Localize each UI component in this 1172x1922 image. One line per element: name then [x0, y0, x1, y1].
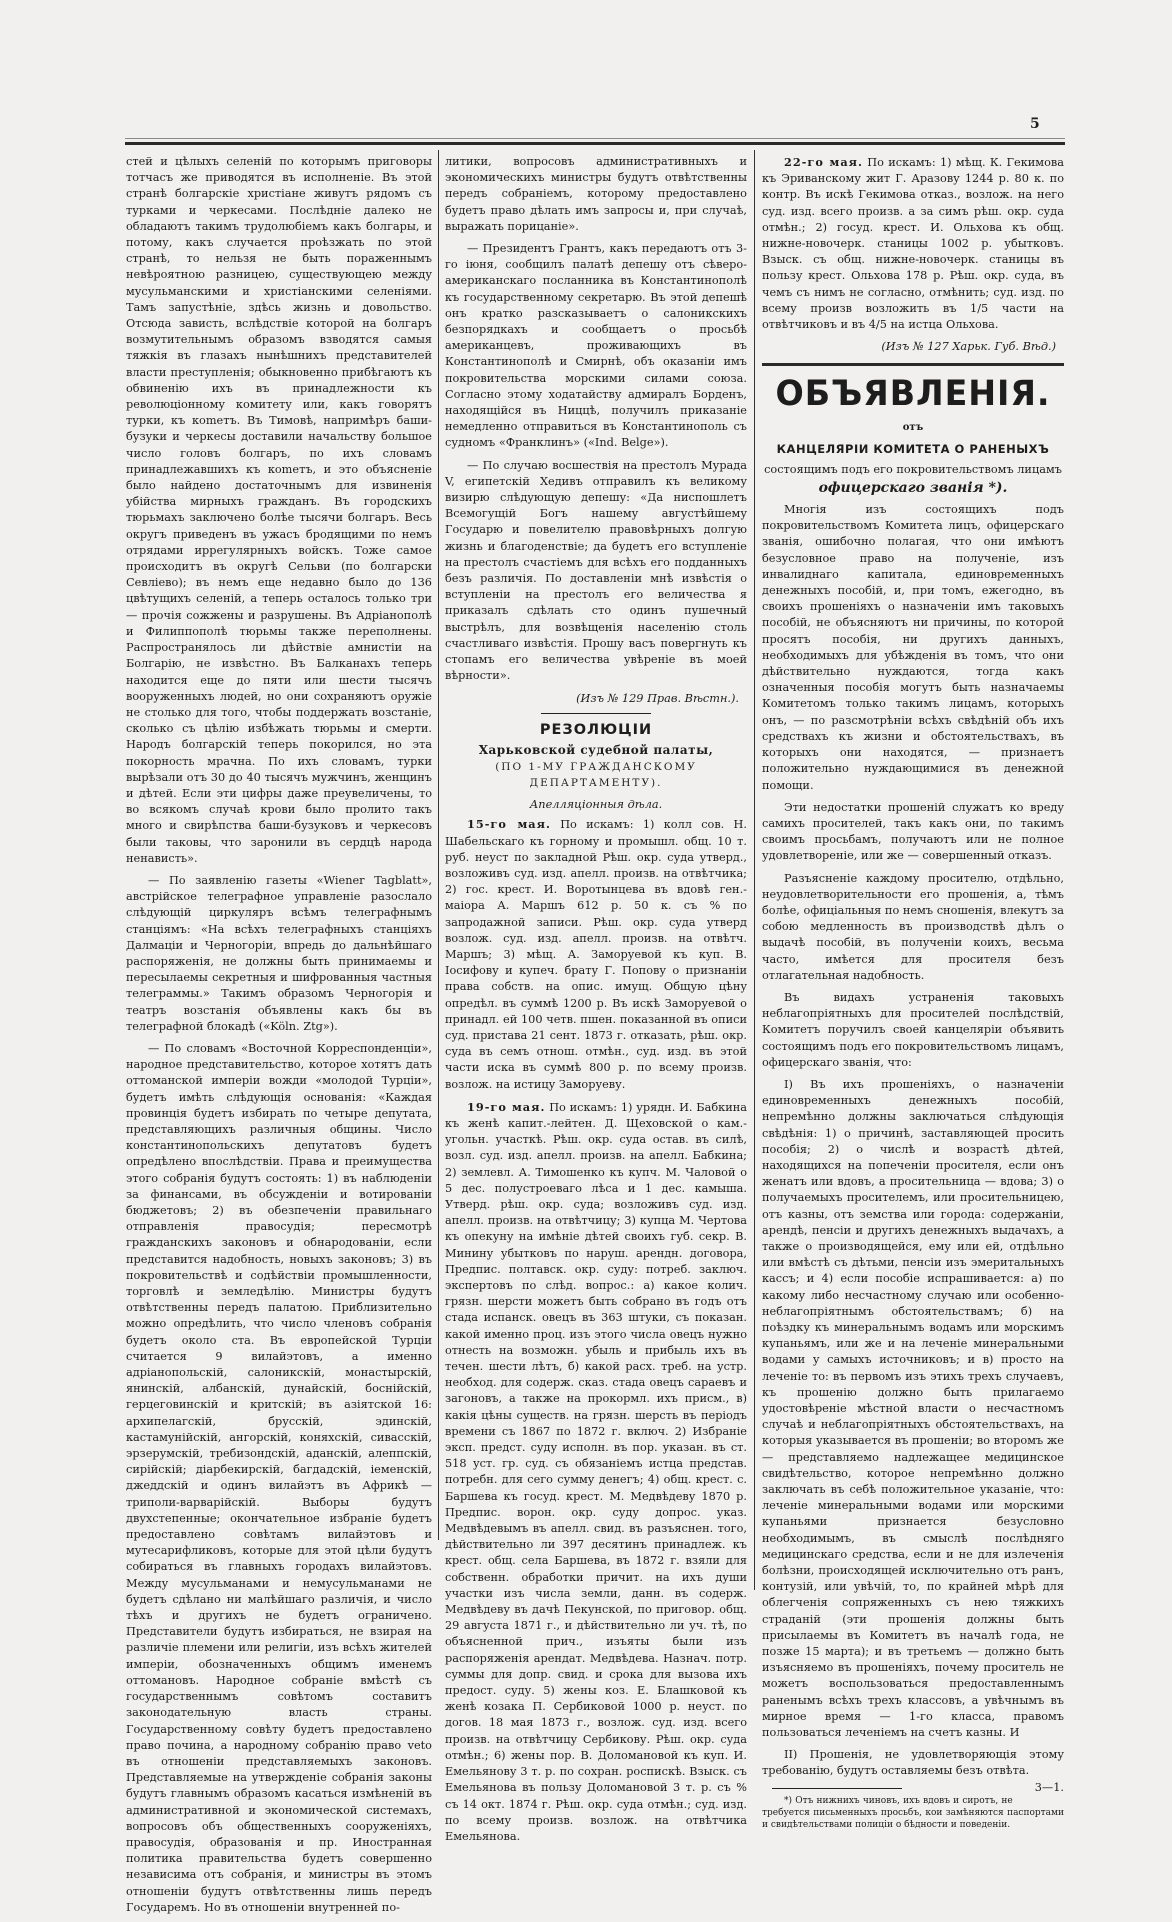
announcement-paragraph: I) Въ ихъ прошеніяхъ, о назначеніи единовременныхъ денежныхъ пособій, непремѣнно должны заключаться слѣдующія свѣдѣнія: 1) о причинѣ, заставляющей просить пособія; 2) о числѣ и возрастѣ дѣтей, находящихся на попеченіи просителя, если онъ женатъ или вдовъ, а просительница — вдова; 3) о получаемыхъ просителемъ, или просительницею, отъ казны, отъ земства или города: содержаніи, арендѣ, пенсіи и другихъ денежныхъ выдачахъ, а также о производящейся, ему или ей, отдѣльно или вмѣстѣ съ дѣтьми, пенсіи изъ эмеритальныхъ кассъ; и 4) если пособіе испрашивается: а) по какому либо несчастному случаю или особенно-неблагопріятнымъ обстоятельствамъ; б) на поѣздку къ минеральнымъ водамъ или морскимъ купаньямъ, или же и на леченіе минеральными водами у самыхъ источниковъ; и в) просто на леченіе то: въ первомъ изъ этихъ трехъ случаевъ, къ прошенію должно быть прилагаемо удостовѣреніе мѣстной власти о несчастномъ случаѣ и неблагопріятныхъ обстоятельствахъ, на которыя указывается въ прошеніи; во второмъ же — представляемо надлежащее медицинское свидѣтельство, которое непремѣнно должно заключать въ себѣ положительное указаніе, что: леченіе минеральными водами или морскими купаньями признается безусловно необходимымъ, въ смыслѣ послѣдняго медицинскаго средства, если и не для излеченія болѣзни, происходящей исключительно отъ ранъ, контузій, или увѣчій, то, по крайней мѣрѣ для облегченія сопряженныхъ съ нею тяжкихъ страданій (эти прошенія должны быть присылаемы въ Комитетъ въ началѣ года, не позже 15 марта); и въ третьемъ — должно быть изъясняемо въ прошеніяхъ, почему проситель не можетъ воспользоваться предоставленнымъ раненымъ всѣхъ трехъ классовъ, а увѣчнымъ въ мирное время — 1-го класса, правомъ пользоваться леченіемъ на счетъ казны. И	[762, 1077, 1064, 1740]
resolutions-subtitle: Харьковской судебной палаты,	[478, 742, 714, 757]
entry-text: По искамъ: 1) колл сов. Н. Шабельскаго къ горному и промышл. общ. 10 т. руб. неуст по закладной Рѣш. окр. суда утверд., возложивъ суд. изд. апелл. произв. на отвѣтчика; 2) гос. крест. И. Воротынцева въ вдовѣ ген.-маіора А. Маршъ 612 р. 50 к. съ % по запродажной записи. Рѣш. окр. суда утверд возлож. суд. изд. апелл. произв. на отвѣтч. Маршъ; 3) мѣщ. А. Заморуевой къ куп. В. Іосифову и купеч. брату Г. Попову о признаніи права собств. на опис. имущ. Общую цѣну опредѣл. въ суммѣ 1200 р. Въ искѣ Заморуевой о принадл. ей 100 четв. пшен. показанной въ описи суд. пристава 21 сент. 1873 г. отказать, рѣш. окр. суда въ семъ отнош. отмѣн., суд. изд. въ этой части иска въ суммѣ 800 р. по всему произв. возлож. на истицу Заморуеву.	[445, 818, 747, 1091]
column-divider	[754, 150, 755, 1590]
entry-text: По искамъ: 1) мѣщ. К. Гекимова къ Эриванскому жит Г. Аразову 1244 р. 80 к. по контр. Въ искѣ Гекимова отказ., возлож. на него суд. изд. всего произв. а за симъ рѣш. окр. суда отмѣн.; 2) госуд. крест. И. Ольхова къ общ. нижне-новочерк. станицы 1002 р. убытковъ. Взыск. съ общ. нижне-новочерк. станицы въ пользу крест. Ольхова 178 р. Рѣш. окр. суда, въ чемъ съ нимъ не согласно, отмѣнить; суд. изд. по всему произв возложить въ 1/5 части на отвѣтчиковъ и въ 4/5 на истца Ольхова.	[762, 156, 1064, 332]
column-3	[762, 154, 1064, 1831]
section-divider	[541, 713, 651, 714]
department-label: (ПО 1-МУ ГРАЖДАНСКОМУ ДЕПАРТАМЕНТУ).	[495, 760, 697, 789]
article-paragraph: — По словамъ «Восточной Корреспонденціи», народное представительство, которое хотятъ дать оттоманской имперіи вожди «молодой Турціи», будетъ имѣть слѣдующія основанія: «Каждая провинція будетъ избирать по четыре депутата, представляющихъ различныя общины. Число константинопольскихъ депутатовъ будетъ опредѣлено впослѣдствіи. Права и преимущества этого собранія будутъ состоять: 1) въ наблюденіи за финансами, въ обсужденіи и вотированіи бюджетовъ; 2) въ обезпеченіи правильнаго отправленія правосудія; пересмотрѣ гражданскихъ законовъ и обнародованіи, если представится надобность, новыхъ законовъ; 3) въ покровительствѣ и содѣйствіи промышленности, торговлѣ и земледѣлію. Министры будутъ отвѣтственны передъ палатою. Приблизительно можно опредѣлить, что число членовъ собранія будетъ около ста. Въ европейской Турціи считается 9 вилайэтовъ, а именно адріанопольскій, салоникскій, монастырскій, янинскій, албанскій, дунайскій, боснійскій, герцеговинскій и критскій; въ азіятской 16: архипелагскій, брусскій, эдинскій, кастамунійскій, ангорскій, коняхскій, сивасскій, эрзерумскій, требизондскій, аданскій, алеппскій, сирійскій; діарбекирскій, багдадскій, іеменскій, джеддскій и одинъ вилайэтъ въ Африкѣ — триполи-варварійскій. Выборы будутъ двухстепенные; окончательное избраніе будетъ предоставлено совѣтамъ вилайэтовъ и мутесарифликовъ, которые для этой цѣли будутъ собираться въ главныхъ городахъ вилайэтовъ. Между мусульманами и немусульманами не будетъ сдѣлано ни малѣйшаго различія, и число тѣхъ и другихъ не будетъ ограничено. Представители будутъ избираться, не взирая на различіе племени или религіи, изъ всѣхъ жителей имперіи, обозначенныхъ общимъ именемъ оттомановъ. Народное собраніе вмѣстѣ съ государственнымъ совѣтомъ составитъ законодательную власть страны. Государственному совѣту будетъ предоставлено право почина, а народному собранію право veto въ отношеніи представляемыхъ законовъ. Представляемые на утвержденіе собранія законы будутъ главнымъ образомъ касаться измѣненій въ административной и экономической системахъ, вопросовъ объ общественныхъ сооруженіяхъ, правосудія, образованія и пр. Иностранная политика правительства будетъ совершенно независима отъ собранія, и министры въ этомъ отношеніи будутъ отвѣтственны лишь передъ Государемъ. Но въ отношеніи внутренней по-	[126, 1041, 432, 1914]
insertion-mark: 3—1.	[1034, 1780, 1064, 1794]
announcement-paragraph	[762, 1747, 1064, 1794]
entry-text: По искамъ: 1) урядн. И. Бабкина къ женѣ капит.-лейтен. Д. Щеховской о кам.-угольн. участкѣ. Рѣш. окр. суда остав. въ силѣ, возл. суд. изд. апелл. произв. на апелл. Бабкина; 2) землевл. А. Тимошенко къ купч. М. Чаловой о 5 дес. полустроеваго лѣса и 1 дес. камыша. Утверд. рѣш. окр. суда; возложивъ суд. изд. апелл. произв. на отвѣтчицу; 3) купца М. Чертова къ опекуну на имѣніе дѣтей своихъ губ. секр. В. Минину убытковъ по наруш. арендн. договора, Предпис. полтавск. окр. суду: потреб. заключ. экспертовъ по слѣд. вопрос.: а) какое колич. грязн. шерсти можетъ быть собрано въ годъ отъ стада испанск. овецъ въ 363 штуки, съ показан. какой именно проц. изъ этого числа овецъ нужно отнесть на возможн. убыль и прибыль ихъ въ течен. шести лѣтъ, б) какой расх. треб. на устр. необход. для содерж. сказ. стада овецъ сараевъ и загоновъ, а также на прокормл. ихъ присм., в) какія цѣны существ. на грязн. шерсть въ періодъ времени съ 1867 по 1872 г. включ. 2) Избраніе эксп. предст. суду исполн. въ пор. указан. въ ст. 518 уст. гр. суд. съ обязаніемъ истца представ. потребн. для сего сумму денегъ; 4) общ. крест. с. Баршева къ госуд. крест. М. Медвѣдеву 1870 р. Предпис. ворон. окр. суду допрос. указ. Медвѣдевымъ въ апелл. свид. въ разъяснен. того, дѣйствительно ли 397 десятинъ принадлеж. къ крест. общ. села Баршева, въ 1872 г. взяли для собственн. обработки причит. на ихъ души участки изъ числа земли, данн. въ содерж. Медвѣдеву въ дачѣ Пекунской, по приговор. общ. 29 августа 1871 г., и дѣйствительно ли уч. тѣ, по объясненной прич., изъяты были изъ распоряженія арендат. Медвѣдева. Назнач. потр. суммы для допр. свид. и срока для вызова ихъ предост. суду. 5) жены коз. Е. Блашковой къ женѣ козака П. Сербиковой 1000 р. неуст. по догов. 18 мая 1873 г., возлож. суд. изд. всего произв. на отвѣтчицу Сербикову. Рѣш. окр. суда отмѣн.; 6) жены пор. В. Доломановой къ куп. И. Емельянову 3 т. р. по сохран. роспискѣ. Взыск. съ Емельянова въ пользу Доломановой 3 т. р. съ % съ 14 окт. 1874 г. Рѣш. окр. суда отмѣн.; суд. изд. по всему произв. возлож. на отвѣтчика Емельянова.	[445, 1100, 747, 1843]
addressee-rank: офицерскаго званія *).	[818, 479, 1008, 496]
announcement-paragraph: Многія изъ состоящихъ подъ покровительствомъ Комитета лицъ, офицерскаго званія, ошибочно полагая, что они имѣютъ безусловное право на полученіе, изъ инвалиднаго капитала, единовременныхъ денежныхъ пособій, и, при томъ, ежегодно, въ своихъ прошеніяхъ о назначеніи имъ таковыхъ пособій, не объясняютъ ни причины, по которой просятъ пособія, ни другихъ данныхъ, необходимыхъ для убѣжденія въ томъ, что они дѣйствительно нуждаются, тогда какъ означенныя пособія могутъ быть назначаемы Комитетомъ только такимъ лицамъ, которыхъ онъ, — по разсмотрѣніи всѣхъ свѣдѣній объ ихъ средствахъ къ жизни и обстоятельствахъ, въ которыхъ они находятся, — признаетъ положительно нуждающимися въ денежной помощи.	[762, 503, 1064, 792]
article-paragraph: — По заявленію газеты «Wiener Tagblatt», австрійское телеграфное управленіе разослало слѣдующій циркуляръ всѣмъ телеграфнымъ станціямъ: «На всѣхъ телеграфныхъ станціяхъ Далмаціи и Черногоріи, впредь до дальнѣйшаго распоряженія, не должны быть принимаемы и пересылаемы секретныя и шифрованныя частныя телеграммы.» Такимъ образомъ Черногорія и театръ возстанія объявлены какъ бы въ телеграфной блокадѣ («Köln. Ztg»).	[126, 873, 432, 1033]
source-reference: (Изъ № 129 Прав. Вѣстн.).	[576, 691, 739, 705]
from-label: отъ	[902, 422, 924, 434]
resolution-entry	[762, 154, 1064, 333]
announcement-paragraph: Въ видахъ устраненія таковыхъ неблагопріятныхъ для просителей послѣдствій, Комитетъ поручилъ своей канцеляріи объявить состоящимъ подъ его покровительствомъ лицамъ, офицерскаго званія, что:	[762, 990, 1064, 1069]
addressee-line: состоящимъ подъ его покровительствомъ лицамъ	[764, 462, 1062, 476]
article-paragraph: литики, вопросовъ административныхъ и экономическихъ министры будутъ отвѣтственны передъ собраніемъ, которому предоставлено будетъ право дѣлать имъ запросы и, при случаѣ, выражать порицаніе».	[445, 155, 747, 233]
footnote: *) Отъ нижнихъ чиновъ, ихъ вдовъ и сиротъ, не требуется письменныхъ просьбъ, кои замѣняются паспортами и свидѣтельствами полиціи о бѣдности и поведеніи.	[762, 1795, 1064, 1830]
section-label: Апелляціонныя дѣла.	[529, 798, 663, 812]
source-reference: (Изъ № 127 Харьк. Губ. Вѣд.)	[881, 340, 1056, 354]
announcements-title: ОБЪЯВЛЕНІЯ.	[775, 374, 1051, 415]
footnote-divider	[772, 1788, 902, 1789]
header-rule	[125, 142, 1065, 145]
column-2	[445, 154, 747, 1851]
resolution-entry	[445, 816, 747, 1092]
announcement-paragraph: Разъясненіе каждому просителю, отдѣльно, неудовлетворительности его прошенія, а, тѣмъ болѣе, офиціальныя по немъ сношенія, влекутъ за собою медленность въ производствѣ дѣлъ о выдачѣ пособій, въ полученіи коихъ, весьма часто, имѣется для просителя безъ отлагательная надобность.	[762, 871, 1064, 982]
column-divider	[438, 150, 439, 1540]
page-number: 5	[1030, 116, 1040, 132]
section-divider	[762, 363, 1064, 366]
entry-date: 19-го мая.	[467, 1099, 546, 1114]
issuer-name: КАНЦЕЛЯРІИ КОМИТЕТА О РАНЕНЫХЪ	[776, 441, 1050, 456]
article-paragraph: — Президентъ Грантъ, какъ передаютъ отъ 3-го іюня, сообщилъ палатѣ депешу отъ сѣверо-американскаго посланника въ Константинополѣ къ государственному секретарю. Въ этой депешѣ онъ кратко разсказываетъ о салоникскихъ безпорядкахъ и сообщаетъ о просьбѣ американцевъ, проживающихъ въ Константинополѣ и Смирнѣ, объ оказаніи имъ покровительства морскими силами союза. Согласно этому ходатайству адмиралъ Борденъ, находящійся въ Ниццѣ, получилъ приказаніе немедленно отправиться въ Константинополь съ судномъ «Франклинъ» («Ind. Belge»).	[445, 242, 747, 450]
column-1	[126, 154, 432, 1922]
announcement-text: II) Прошенія, не удовлетворяющія этому требованію, будутъ оставляемы безъ отвѣта.	[762, 1748, 1064, 1778]
announcement-paragraph: Эти недостатки прошеній служатъ ко вреду самихъ просителей, такъ какъ они, по такимъ своимъ просьбамъ, получаютъ или не полное удовлетвореніе, или же — совершенный отказъ.	[762, 800, 1064, 863]
article-paragraph: стей и цѣлыхъ селеній по которымъ приговоры тотчасъ же приводятся въ исполненіе. Въ этой странѣ болгарскіе христіане живутъ рядомъ съ турками и черкесами. Послѣдніе далеко не обладаютъ такимъ трудолюбіемъ какъ болгары, и потому, какъ случается проѣзжать по этой странѣ, то нельзя не быть пораженнымъ невѣроятною разницею, существующею между мусульманскими и христіанскими селеніями. Тамъ запустѣніе, здѣсь жизнь и довольство. Отсюда зависть, вслѣдствіе которой на болгаръ возмутительнымъ образомъ взводятся самыя тяжкія въ глазахъ нынѣшнихъ представителей власти преступленія; обыкновенно прибѣгаютъ къ обвиненію ихъ въ принадлежности къ революціонному комитету или, какъ говорятъ турки, къ коmетъ. Въ Тимовѣ, напримѣръ баши-бузуки и черкесы доставили начальству большое число головъ болгаръ, по ихъ словамъ принадлежавшихъ къ коmетъ, и это объясненіе было найдено достаточнымъ для извиненія убійства мирныхъ гражданъ. Въ городскихъ тюрьмахъ заключено болѣе тысячи болгаръ. Весь округъ приведенъ въ ужасъ бродящими по немъ отрядами иррегулярныхъ войскъ. Тоже самое происходитъ въ округѣ Сельви (по болгарски Севліево); въ немъ еще недавно было до 136 цвѣтущихъ селеній, а теперь осталось только три — прочія сожжены и разрушены. Въ Адріанополѣ и Филиппополѣ тюрьмы также переполнены. Распространялось ли дѣйствіе амнистіи на Болгарію, не извѣстно. Въ Балканахъ теперь находится еще до пяти или шести тысячъ вооруженныхъ людей, но они сохраняютъ оружіе не столько для того, чтобы поддержать возстаніе, сколько съ цѣлію избѣжать тюрьмы и смерти. Народъ болгарскій теперь покорился, но эта покорность мрачна. По ихъ словамъ, турки вырѣзали отъ 30 до 40 тысячъ мужчинъ, женщинъ и дѣтей. Если эти цифры даже преувеличены, то во всякомъ случаѣ крови было пролито такъ много и свирѣпства баши-бузуковъ и черкесовъ были таковы, что заронили въ сердцѣ народа ненависть».	[126, 155, 432, 865]
resolution-entry	[445, 1099, 747, 1845]
article-paragraph: — По случаю восшествія на престолъ Мурада V, египетскій Хедивъ отправилъ къ великому визирю слѣдующую депешу: «Да ниспошлетъ Всемогущій Богъ нашему августѣйшему Государю и повелителю правовѣрныхъ долгую жизнь и благоденствіе; да будетъ его вступленіе на престолъ счастіемъ для всѣхъ его подданныхъ безъ различія. По доставленіи мнѣ извѣстія о вступленіи на престолъ его величества я приказалъ сдѣлать сто одинъ пушечный выстрѣлъ, для возвѣщенія населенію столь счастливаго извѣстія. Прошу васъ повергнуть къ стопамъ его величества увѣреніе въ моей вѣрности».	[445, 458, 747, 683]
entry-date: 15-го мая.	[467, 817, 551, 832]
resolutions-title: РЕЗОЛЮЦІИ	[539, 721, 653, 738]
entry-date: 22-го мая.	[784, 155, 863, 169]
header-rule-thin	[125, 138, 1065, 139]
